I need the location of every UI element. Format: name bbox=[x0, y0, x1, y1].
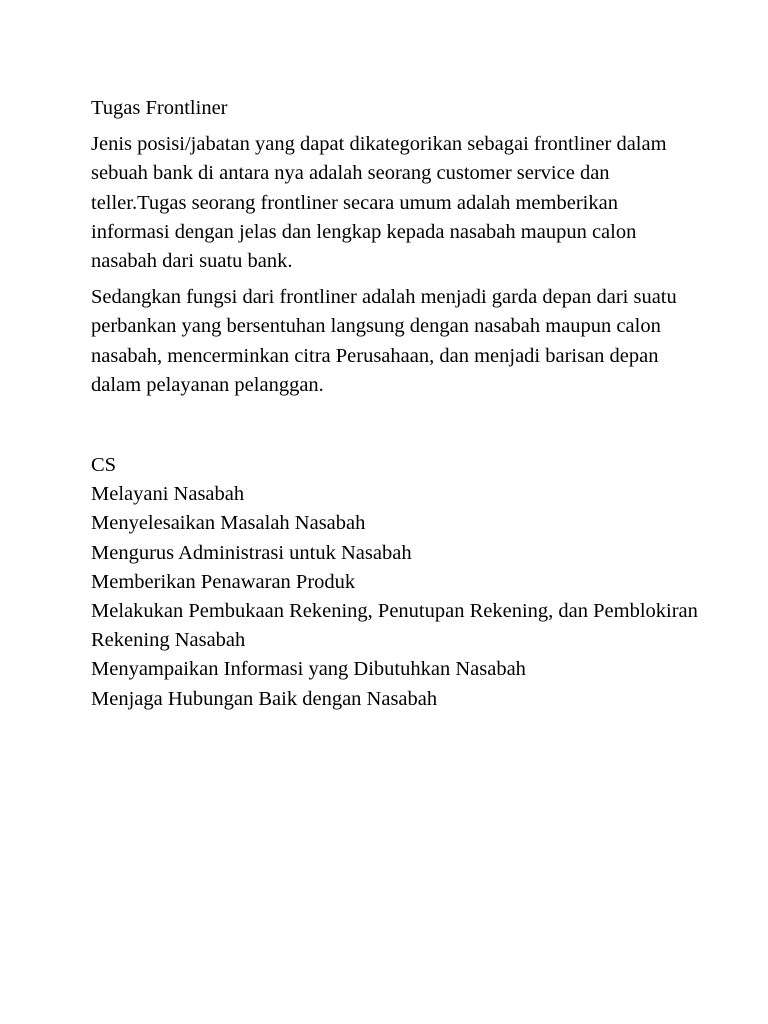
cs-duties-list bbox=[91, 480, 701, 714]
cs-duty-item: Menyampaikan Informasi yang Dibutuhkan Nasabah bbox=[91, 658, 526, 681]
blank-line bbox=[91, 407, 701, 451]
cs-duty-item: Mengurus Administrasi untuk Nasabah bbox=[91, 541, 412, 564]
cs-duty-item: Melakukan Pembukaan Rekening, Penutupan Rekening, dan Pemblokiran Rekening Nasabah bbox=[91, 600, 698, 652]
cs-heading: CS bbox=[91, 454, 117, 477]
cs-duty-item: Menyelesaikan Masalah Nasabah bbox=[91, 512, 366, 535]
document-page bbox=[91, 94, 701, 714]
cs-duty-item: Memberikan Penawaran Produk bbox=[91, 570, 356, 593]
paragraph-frontliner-function: Sedangkan fungsi dari frontliner adalah menjadi garda depan dari suatu perbankan yang bersentuhan langsung dengan nasabah maupun calon nasabah, mencerminkan citra Perusahaan, dan menjadi barisan depan dalam pelayanan pelanggan. bbox=[91, 286, 677, 396]
cs-duty-item: Menjaga Hubungan Baik dengan Nasabah bbox=[91, 687, 438, 710]
document-title: Tugas Frontliner bbox=[91, 97, 228, 119]
cs-duty-item: Melayani Nasabah bbox=[91, 483, 245, 506]
paragraph-frontliner-definition: Jenis posisi/jabatan yang dapat dikategorikan sebagai frontliner dalam sebuah bank di antara nya adalah seorang customer service dan teller.Tugas seorang frontliner secara umum adalah memberikan informasi dengan jelas dan lengkap kepada nasabah maupun calon nasabah dari suatu bank. bbox=[91, 133, 667, 273]
